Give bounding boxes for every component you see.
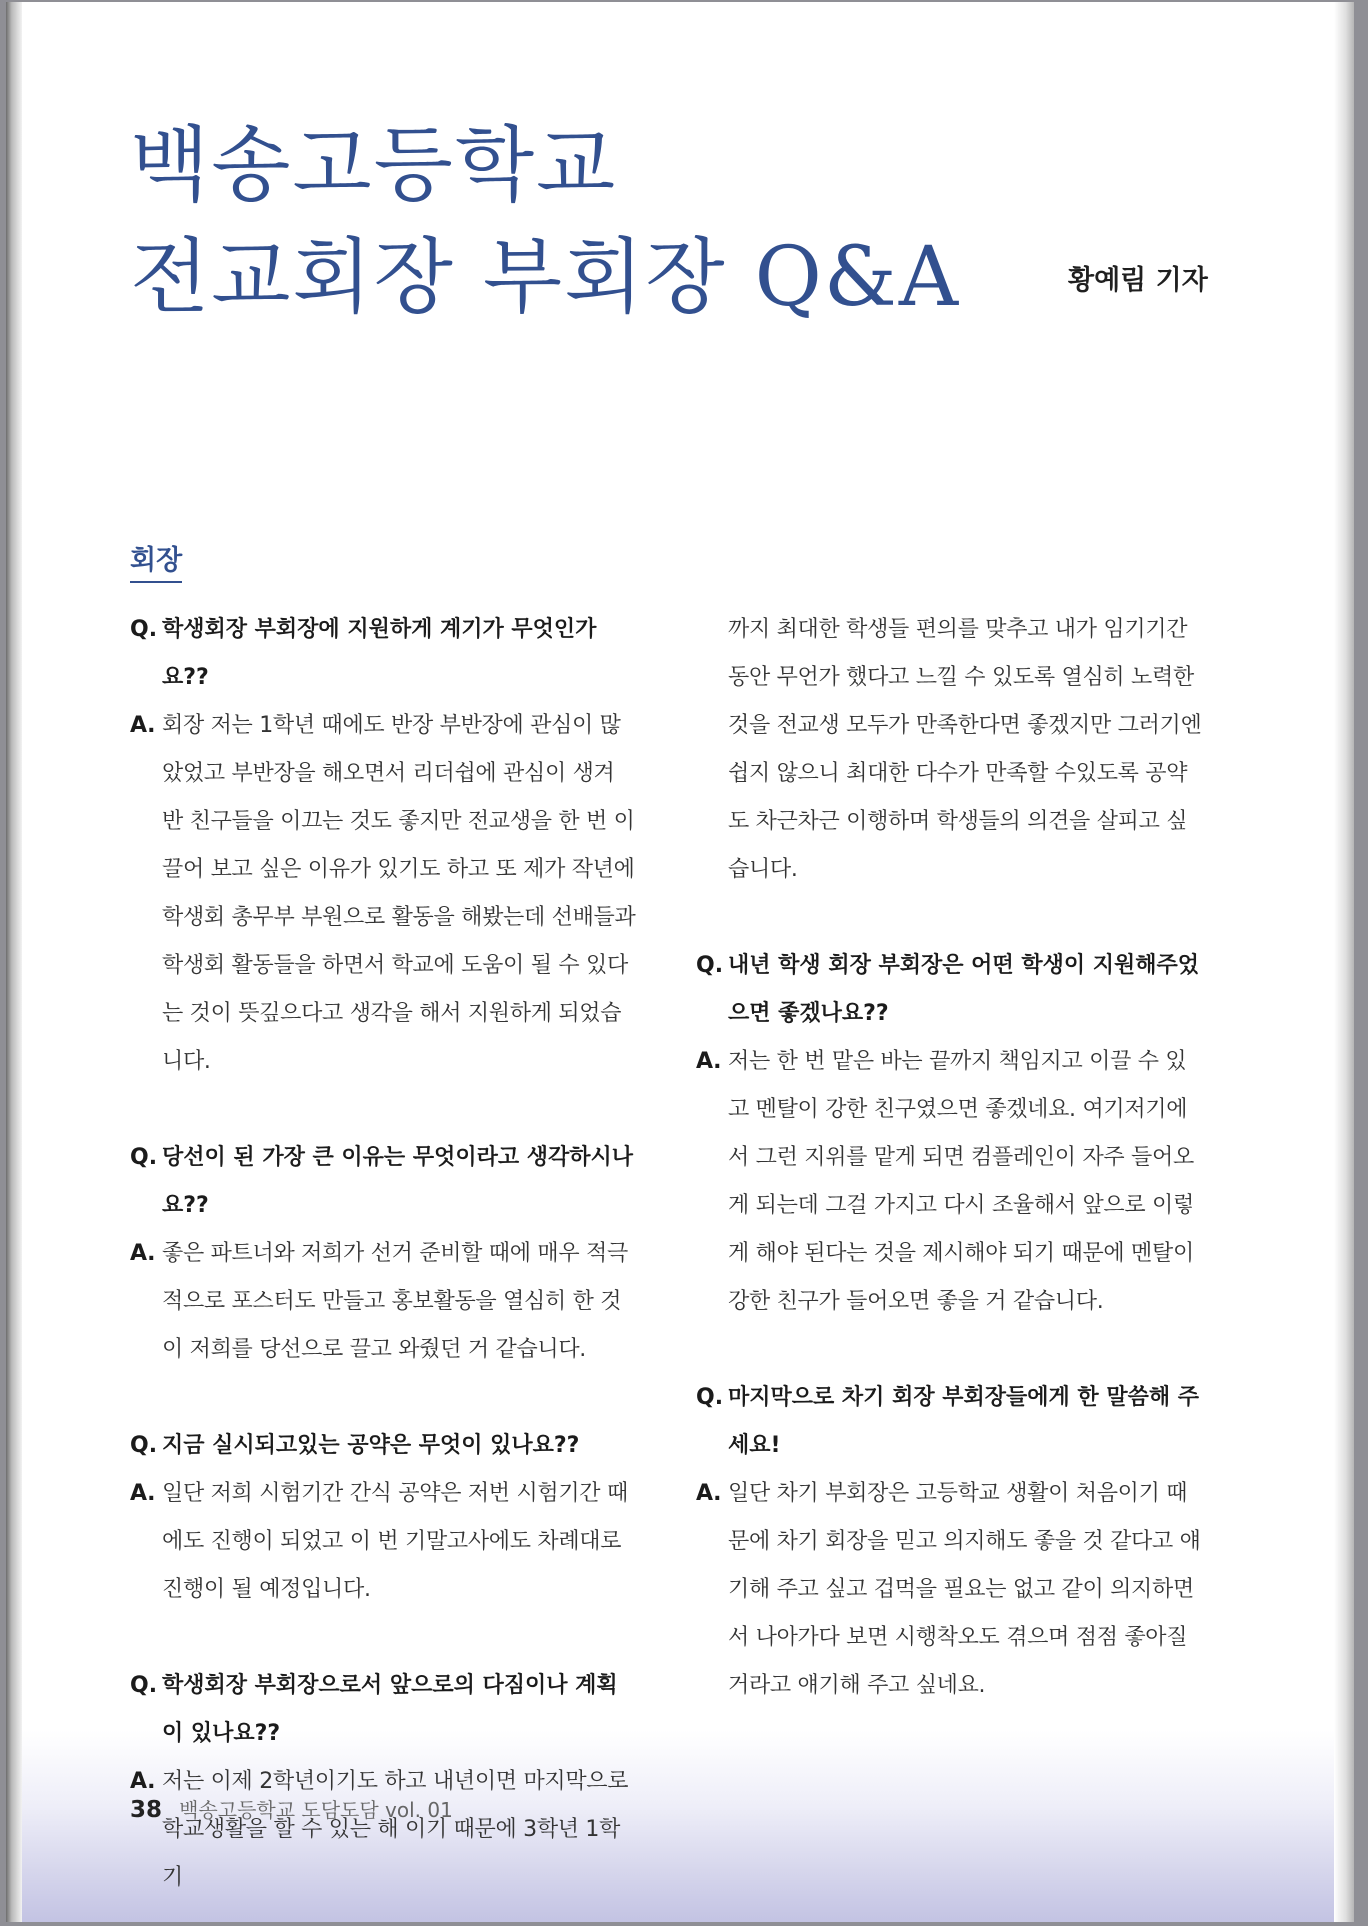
left-column bbox=[130, 606, 636, 1922]
answer: A. 좋은 파트너와 저희가 선거 준비할 때에 매우 적극적으로 포스터도 만들고 홍보활동을 열심히 한 것이 저희를 당선으로 끌고 와줬던 거 같습니다. bbox=[130, 1241, 628, 1362]
qa-item bbox=[130, 1134, 636, 1374]
question: Q. 학생회장 부회장으로서 앞으로의 다짐이나 계획이 있나요?? bbox=[130, 1673, 618, 1746]
magazine-name: 백송고등학교 도담도담 vol. 01 bbox=[179, 1798, 453, 1822]
author-byline: 황예림 기자 bbox=[1068, 265, 1208, 296]
page-number: 38 bbox=[130, 1797, 163, 1823]
answer: A. 저는 한 번 맡은 바는 끝까지 책임지고 이끌 수 있고 멘탈이 강한 친구였으면 좋겠네요. 여기저기에서 그런 지위를 맡게 되면 컴플레인이 자주 들어오게 되는데 그걸 가지고 다시 조율해서 앞으로 이렇게 해야 된다는 것을 제시해야 되기 때문에 멘탈이 강한 친구가 들어오면 좋을 거 같습니다. bbox=[696, 1049, 1194, 1314]
question: Q. 내년 학생 회장 부회장은 어떤 학생이 지원해주었으면 좋겠나요?? bbox=[696, 953, 1199, 1026]
answer: A. 일단 저희 시험기간 간식 공약은 저번 시험기간 때에도 진행이 되었고 이 번 기말고사에도 차례대로 진행이 될 예정입니다. bbox=[130, 1481, 628, 1602]
qa-item bbox=[130, 1662, 636, 1902]
answer: A. 일단 차기 부회장은 고등학교 생활이 처음이기 때문에 차기 회장을 믿고 의지해도 좋을 것 같다고 얘기해 주고 싶고 겁먹을 필요는 없고 같이 의지하면서 나아가다 보면 시행착오도 겪으며 점점 좋아질 거라고 얘기해 주고 싶네요. bbox=[696, 1481, 1201, 1698]
qa-item bbox=[130, 1422, 636, 1614]
title-line-2: 전교회장 부회장 Q&A bbox=[130, 230, 961, 325]
question: Q. 마지막으로 차기 회장 부회장들에게 한 말씀해 주세요! bbox=[696, 1385, 1199, 1458]
question: Q. 학생회장 부회장에 지원하게 계기가 무엇인가요?? bbox=[130, 617, 597, 690]
qa-item bbox=[130, 606, 636, 1086]
question: Q. 지금 실시되고있는 공약은 무엇이 있나요?? bbox=[130, 1433, 580, 1458]
title-line-1: 백송고등학교 bbox=[130, 118, 618, 213]
magazine-page bbox=[6, 2, 1354, 1922]
section-heading: 회장 bbox=[130, 538, 182, 583]
page-footer bbox=[130, 1794, 453, 1823]
right-column bbox=[696, 606, 1202, 1758]
answer: A. 저는 이제 2학년이기도 하고 내년이면 마지막으로 학교생활을 할 수 있는 해 이기 때문에 3학년 1학기 bbox=[130, 1769, 629, 1890]
qa-item bbox=[696, 942, 1202, 1326]
qa-item bbox=[696, 1374, 1202, 1710]
binding-spine bbox=[6, 2, 22, 1922]
article-title bbox=[130, 110, 960, 334]
page-edge bbox=[1334, 2, 1354, 1922]
answer-continuation: 까지 최대한 학생들 편의를 맞추고 내가 임기기간 동안 무언가 했다고 느낄 수 있도록 열심히 노력한 것을 전교생 모두가 만족한다면 좋겠지만 그러기엔 쉽지 않으니 최대한 다수가 만족할 수있도록 공약도 차근차근 이행하며 학생들의 의견을 살피고 싶습니다. bbox=[728, 617, 1202, 882]
question: Q. 당선이 된 가장 큰 이유는 무엇이라고 생각하시나요?? bbox=[130, 1145, 633, 1218]
answer: A. 회장 저는 1학년 때에도 반장 부반장에 관심이 많았었고 부반장을 해오면서 리더쉽에 관심이 생겨 반 친구들을 이끄는 것도 좋지만 전교생을 한 번 이끌어 보고 싶은 이유가 있기도 하고 또 제가 작년에 학생회 총무부 부원으로 활동을 해봤는데 선배들과 학생회 활동들을 하면서 학교에 도움이 될 수 있다는 것이 뜻깊으다고 생각을 해서 지원하게 되었습니다. bbox=[130, 713, 636, 1074]
